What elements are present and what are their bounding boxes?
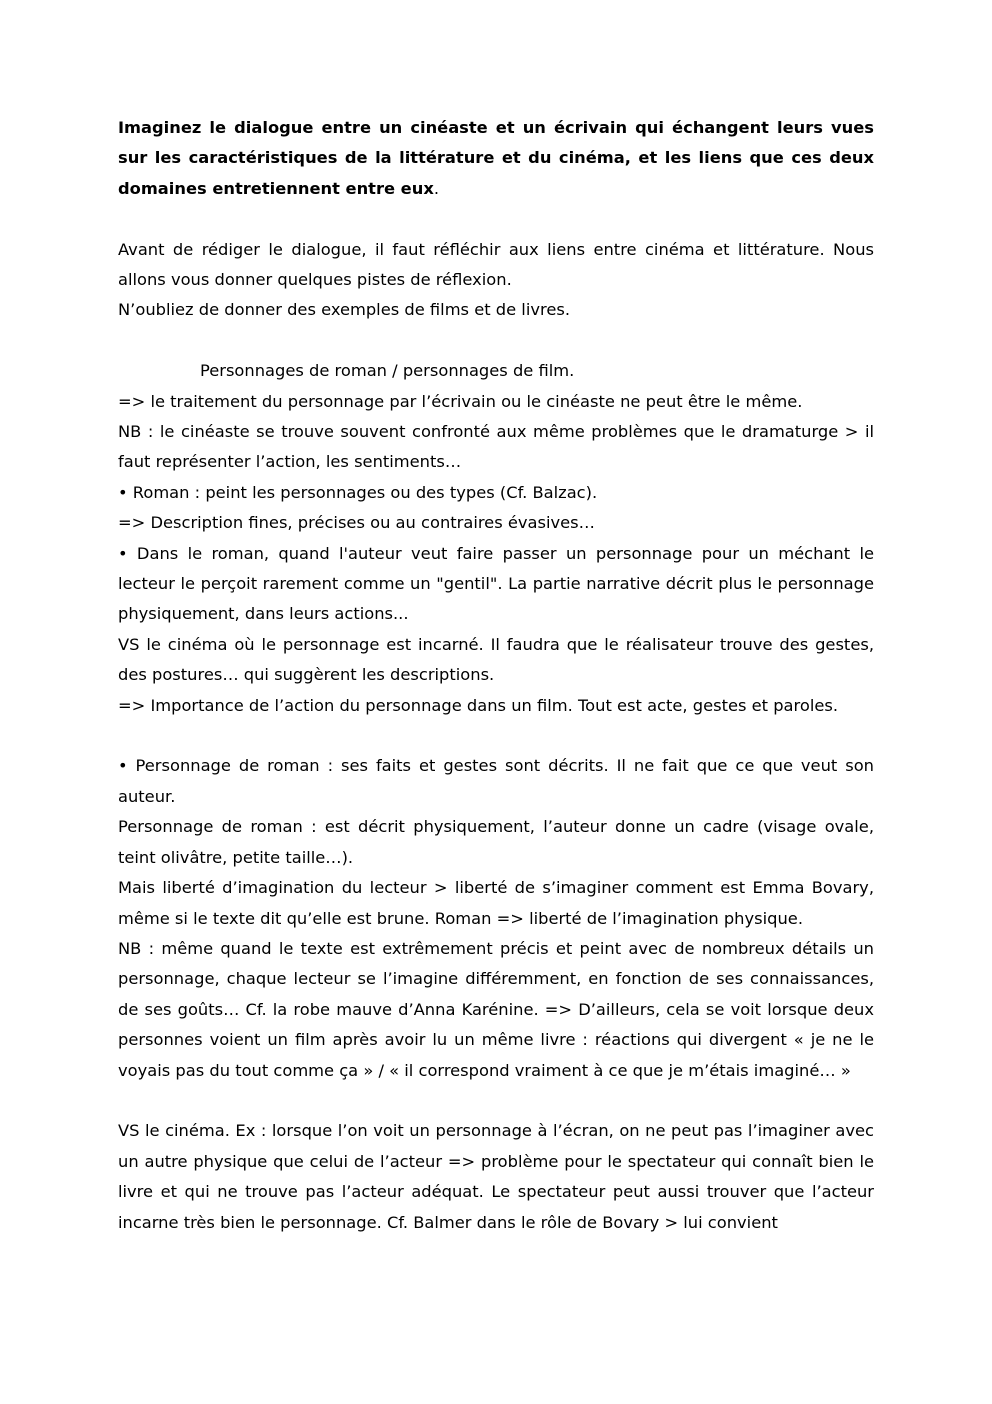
paragraph: => Importance de l’action du personnage dans un film. Tout est acte, gestes et paroles. (118, 695, 839, 715)
section-heading: Personnages de roman / personnages de film. (200, 361, 575, 381)
paragraph: • Roman : peint les personnages ou des types (Cf. Balzac). (118, 482, 598, 502)
paragraph: • Dans le roman, quand l'auteur veut faire passer un personnage pour un méchant le lecteur le perçoit rarement comme un "gentil". La partie narrative décrit plus le personnage physiquement, dans leurs actions... (118, 543, 874, 624)
spacer (118, 721, 874, 751)
paragraph: NB : le cinéaste se trouve souvent confronté aux même problèmes que le dramaturge > il faut représenter l’action, les sentiments… (118, 422, 874, 472)
intro-paragraph: Avant de rédiger le dialogue, il faut réfléchir aux liens entre cinéma et littérature. Nous allons vous donner quelques pistes de réflexion. (118, 239, 874, 290)
assignment-title: Imaginez le dialogue entre un cinéaste et un écrivain qui échangent leurs vues sur les caractéristiques de la littérature et du cinéma, et les liens que ces deux domaines entretiennent entre eux (118, 118, 874, 198)
assignment-prompt (118, 113, 874, 204)
assignment-title-period: . (433, 178, 440, 198)
paragraph: NB : même quand le texte est extrêmement précis et peint avec de nombreux détails un personnage, chaque lecteur se l’imagine différemment, en fonction de ses connaissances, de ses goûts… Cf. la robe mauve d’Anna Karénine. => D’ailleurs, cela se voit lorsque deux personnes voient un film après avoir lu un même livre : réactions qui divergent « je ne le voyais pas du tout comme ça » / « il correspond vraiment à ce que je m’étais imaginé… » (118, 938, 874, 1080)
spacer (118, 326, 874, 356)
paragraph: Personnage de roman : est décrit physiquement, l’auteur donne un cadre (visage ovale, teint olivâtre, petite taille…). (118, 817, 874, 867)
paragraph: VS le cinéma. Ex : lorsque l’on voit un personnage à l’écran, on ne peut pas l’imaginer avec un autre physique que celui de l’acteur => problème pour le spectateur qui connaît bien le livre et qui ne trouve pas l’acteur adéquat. Le spectateur peut aussi trouver que l’acteur incarne très bien le personnage. Cf. Balmer dans le rôle de Bovary > lui convient (118, 1121, 874, 1232)
paragraph: • Personnage de roman : ses faits et gestes sont décrits. Il ne fait que ce que veut son auteur. (118, 756, 874, 806)
spacer (118, 1086, 874, 1116)
paragraph: => Description fines, précises ou au contraires évasives… (118, 513, 595, 533)
reminder-paragraph: N’oubliez de donner des exemples de films et de livres. (118, 300, 571, 320)
paragraph: => le traitement du personnage par l’écrivain ou le cinéaste ne peut être le même. (118, 391, 803, 411)
spacer (118, 204, 874, 234)
paragraph: VS le cinéma où le personnage est incarné. Il faudra que le réalisateur trouve des gestes, des postures… qui suggèrent les descriptions. (118, 634, 874, 685)
paragraph: Mais liberté d’imagination du lecteur > liberté de s’imaginer comment est Emma Bovary, même si le texte dit qu’elle est brune. Roman => liberté de l’imagination physique. (118, 878, 874, 928)
